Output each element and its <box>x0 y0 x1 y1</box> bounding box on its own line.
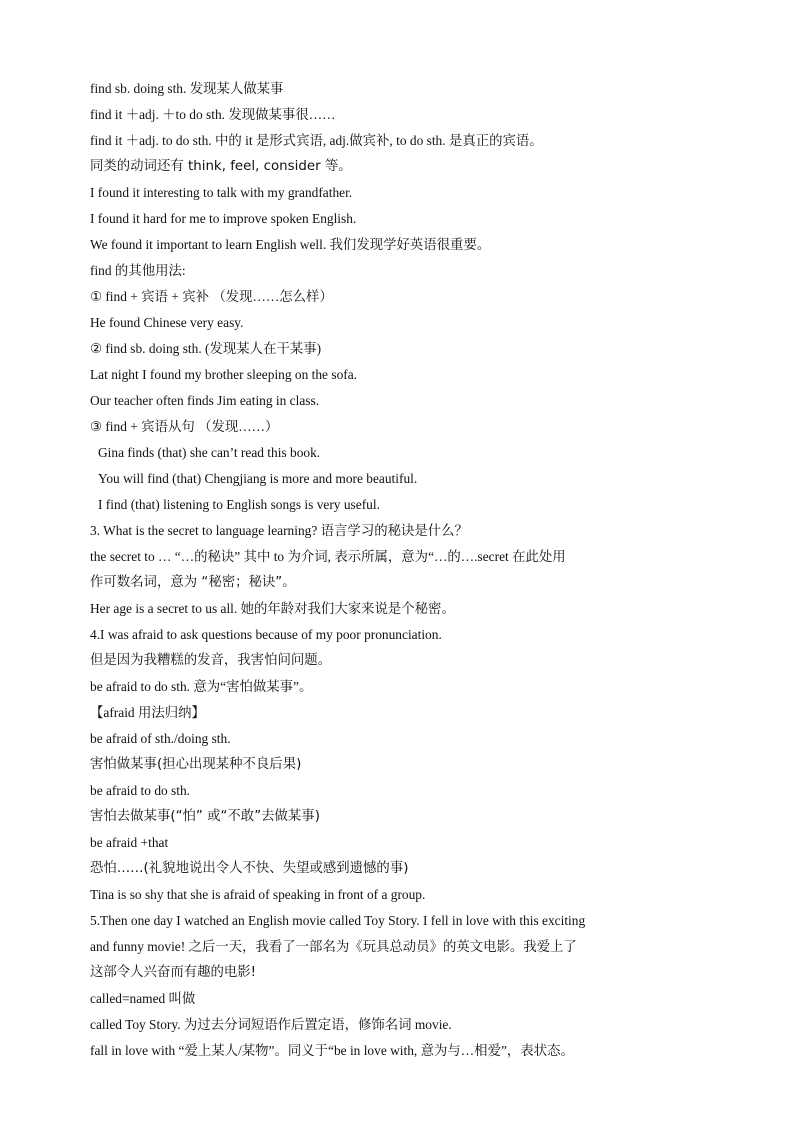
text-line-24: be afraid to do sth. 意为“害怕做某事”。 <box>90 679 313 694</box>
text-line-31: 恐怕……(礼貌地说出令人不快、失望或感到遗憾的事) <box>90 861 409 876</box>
text-line-12: Lat night I found my brother sleeping on the sofa. <box>90 367 358 382</box>
text-line-4: 同类的动词还有 think, feel, consider 等。 <box>90 159 352 174</box>
text-line-19: the secret to … “…的秘诀” 其中 to 为介词, 表示所属，意为“…的….secret 在此处用 <box>90 549 566 564</box>
text-line-32: Tina is so shy that she is afraid of speaking in front of a group. <box>90 887 426 902</box>
text-line-13: Our teacher often finds Jim eating in class. <box>90 393 320 408</box>
text-line-33: 5.Then one day I watched an English movie called Toy Story. I fell in love with this exciting <box>90 913 586 928</box>
text-line-25: 【afraid 用法归纳】 <box>90 705 205 720</box>
text-line-37: called Toy Story. 为过去分词短语作后置定语，修饰名词 movie. <box>90 1017 452 1032</box>
text-line-35: 这部令人兴奋而有趣的电影! <box>90 965 257 980</box>
text-line-23: 但是因为我糟糕的发音，我害怕问问题。 <box>90 653 332 668</box>
text-line-17: I find (that) listening to English songs is very useful. <box>98 497 380 512</box>
text-line-29: 害怕去做某事(“怕” 或“不敢”去做某事) <box>90 809 320 824</box>
text-line-36: called=named 叫做 <box>90 991 196 1006</box>
text-line-11: ② find sb. doing sth. (发现某人在干某事) <box>90 341 322 356</box>
text-line-14: ③ find + 宾语从句 （发现……） <box>90 419 279 434</box>
text-line-9: ① find + 宾语 + 宾补 （发现……怎么样） <box>90 289 333 304</box>
text-line-15: Gina finds (that) she can’t read this book. <box>98 445 321 460</box>
text-line-38: fall in love with “爱上某人/某物”。同义于“be in love with, 意为与…相爱”，表状态。 <box>90 1043 574 1058</box>
text-line-28: be afraid to do sth. <box>90 783 191 798</box>
text-line-7: We found it important to learn English well. 我们发现学好英语很重要。 <box>90 237 491 252</box>
text-line-8: find 的其他用法: <box>90 263 186 278</box>
text-line-26: be afraid of sth./doing sth. <box>90 731 231 746</box>
text-line-3: find it ＋adj. to do sth. 中的 it 是形式宾语, adj.做宾补, to do sth. 是真正的宾语。 <box>90 133 543 148</box>
text-line-10: He found Chinese very easy. <box>90 315 244 330</box>
text-line-6: I found it hard for me to improve spoken English. <box>90 211 357 226</box>
document-body <box>90 76 702 1064</box>
text-line-20: 作可数名词，意为 “秘密；秘诀”。 <box>90 575 296 590</box>
text-line-27: 害怕做某事(担心出现某种不良后果) <box>90 757 302 772</box>
text-line-16: You will find (that) Chengjiang is more and more beautiful. <box>98 471 418 486</box>
text-line-22: 4.I was afraid to ask questions because of my poor pronunciation. <box>90 627 442 642</box>
text-line-34: and funny movie! 之后一天，我看了一部名为《玩具总动员》的英文电影。我爱上了 <box>90 939 577 954</box>
text-line-18: 3. What is the secret to language learning? 语言学习的秘诀是什么？ <box>90 523 468 538</box>
text-line-1: find sb. doing sth. 发现某人做某事 <box>90 81 284 96</box>
text-line-21: Her age is a secret to us all. 她的年龄对我们大家来说是个秘密。 <box>90 601 455 616</box>
text-line-2: find it ＋adj. ＋to do sth. 发现做某事很…… <box>90 107 336 122</box>
text-line-30: be afraid +that <box>90 835 169 850</box>
text-line-5: I found it interesting to talk with my grandfather. <box>90 185 353 200</box>
